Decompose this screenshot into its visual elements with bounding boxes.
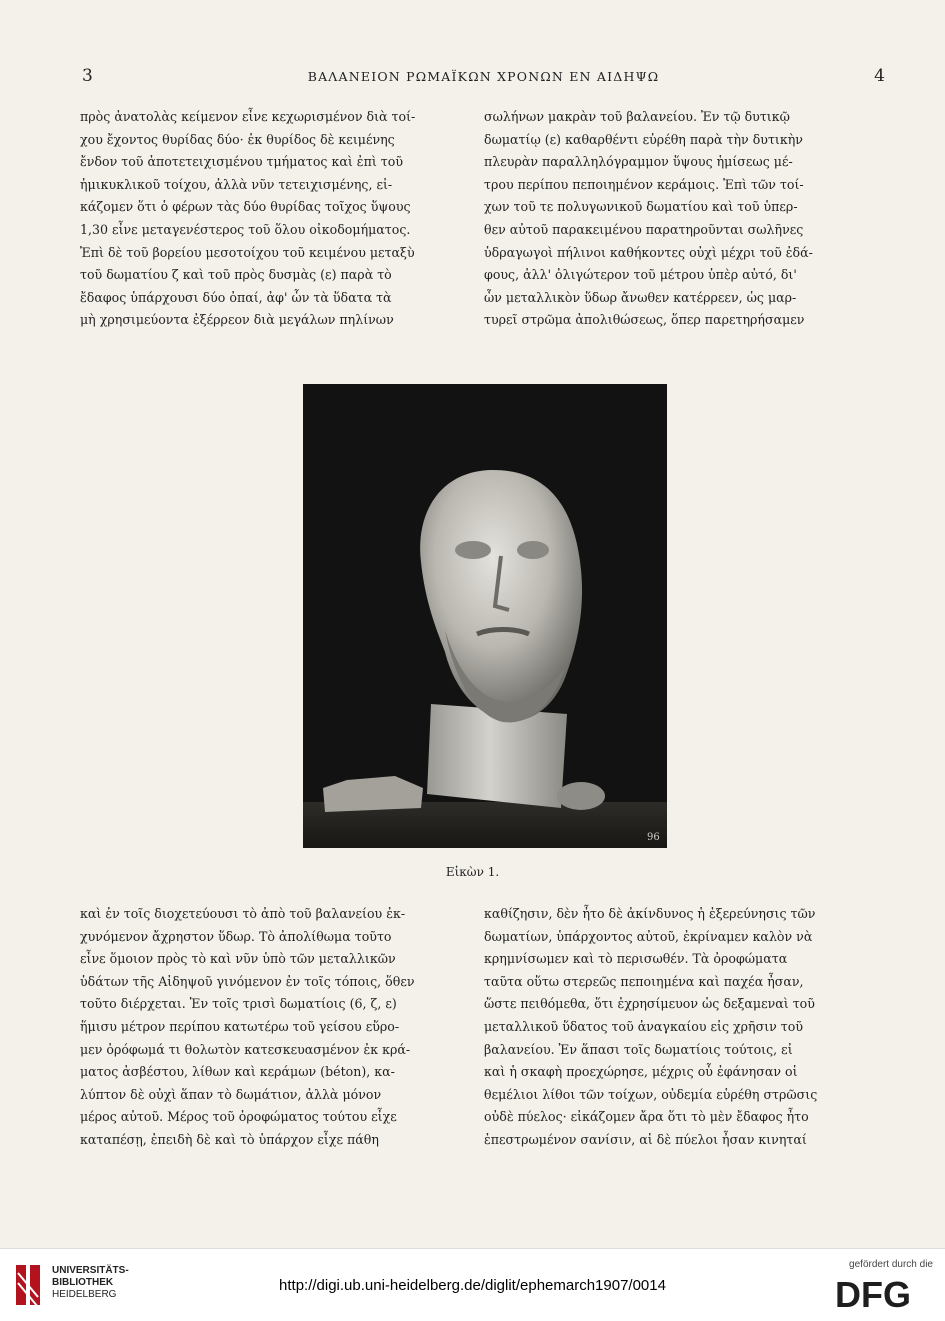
text-line: μεν ὀρόφωμά τι θολωτὸν κατεσκευασμένον ἐκ κρά-	[80, 1041, 411, 1057]
text-line: ματος ἀσβέστου, λίθων καὶ κεράμων (béton), κα-	[80, 1064, 395, 1080]
text-line: χων τοῦ τε πολυγωνικοῦ δωματίου καὶ τοῦ ὑπερ-	[484, 199, 798, 215]
text-line: βαλανείου. Ἐν ἅπασι τοῖς δωματίοις τούτοις, εἰ	[484, 1041, 793, 1057]
text-column-top-right	[484, 106, 876, 332]
figure-caption: Εἰκὼν 1.	[445, 865, 500, 879]
text-line: ἡμικυκλικοῦ τοίχου, ἀλλὰ νῦν τετειχισμένης, εἰ-	[80, 176, 393, 192]
text-line: ὑδάτων τῆς Αἰδηψοῦ γινόμενον ἐν τοῖς τόποις, ὅθεν	[80, 973, 415, 989]
text-line: καθίζησιν, δὲν ἦτο δὲ ἀκίνδυνος ἡ ἐξερεύνησις τῶν	[484, 906, 816, 921]
text-line: οὐδὲ πύελος· εἰκάζομεν ἄρα ὅτι τὸ μὲν ἔδαφος ἦτο	[484, 1109, 809, 1125]
text-column-bottom-right	[484, 903, 876, 1152]
text-line: πρὸς ἀνατολὰς κείμενον εἶνε κεχωρισμένον διὰ τοί-	[80, 109, 416, 124]
text-line: δωματίῳ (ε) καθαρθέντι εὑρέθη παρὰ τὴν δυτικὴν	[484, 131, 803, 147]
text-line: χου ἔχοντος θυρίδας δύο· ἐκ θυρίδος δὲ κειμένης	[80, 131, 395, 147]
text-column-top-left	[80, 106, 468, 332]
text-line: σωλήνων μακρὰν τοῦ βαλανείου. Ἐν τῷ δυτικῷ	[484, 109, 790, 124]
text-line: λύπτον δὲ οὐχὶ ἅπαν τὸ δωμάτιον, ἀλλὰ μόνον	[80, 1086, 382, 1102]
photo-corner-mark: 96	[647, 832, 660, 843]
text-line: ὥστε πειθόμεθα, ὅτι ἐχρησίμευον ὡς δεξαμεναὶ τοῦ	[484, 996, 815, 1012]
text-line: κρημνίσωμεν καὶ τὸ περισωθέν. Τὰ ὀροφώματα	[484, 951, 788, 967]
text-line: ἔνδον τοῦ ἀποτετειχισμένου τμήματος καὶ ἐπὶ τοῦ	[80, 154, 403, 170]
text-line: τοῦτο διέρχεται. Ἐν τοῖς τρισὶ δωματίοις (6, ζ, ε)	[80, 996, 397, 1012]
text-line: καὶ ἐν τοῖς διοχετεύουσι τὸ ἀπὸ τοῦ βαλανείου ἐκ-	[80, 906, 406, 921]
text-line: μεταλλικοῦ ὕδατος τοῦ ἀναγκαίου εἰς χρῆσιν τοῦ	[484, 1018, 803, 1034]
text-line: κάζομεν ὅτι ὁ φέρων τὰς δύο θυρίδας τοῖχος ὕψους	[80, 199, 411, 215]
text-line: ὑδραγωγοὶ πήλινοι καθήκοντες οὐχὶ μέχρι τοῦ ἐδά-	[484, 244, 813, 260]
text-line: ταῦτα οὕτω στερεῶς πεποιημένα καὶ παχέα ἦσαν,	[484, 973, 804, 989]
text-line: ἔδαφος ὑπάρχουσι δύο ὀπαί, ἀφ' ὧν τὰ ὕδατα τὰ	[80, 289, 392, 305]
text-line: πλευρὰν παραλληλόγραμμον ὕψους ἡμίσεως μέ-	[484, 154, 793, 170]
text-line: χυνόμενον ἄχρηστον ὕδωρ. Τὸ ἀπολίθωμα τοῦτο	[80, 928, 392, 944]
permalink-link[interactable]: http://digi.ub.uni-heidelberg.de/diglit/ephemarch1907/0014	[279, 1277, 666, 1294]
dfg-logo-text: DFG	[835, 1275, 911, 1311]
text-line: Ἐπὶ δὲ τοῦ βορείου μεσοτοίχου τοῦ κειμένου μεταξὺ	[80, 244, 415, 260]
dfg-logo-icon	[835, 1275, 931, 1311]
marble-head-image	[303, 384, 667, 848]
text-line: ὧν μεταλλικὸν ὕδωρ ἄνωθεν κατέρρεεν, ὡς μαρ-	[484, 289, 797, 305]
funded-by-label: gefördert durch die	[849, 1259, 933, 1270]
figure-photograph	[303, 384, 667, 848]
text-line: θεμέλιοι λίθοι τῶν τοίχων, οὐδεμία εὑρέθη στρῶσις	[484, 1086, 818, 1102]
text-line: καὶ ἡ σκαφὴ προεχώρησε, μέχρις οὗ ἐφάνησαν οἱ	[484, 1064, 798, 1080]
page-header	[82, 66, 885, 88]
university-library-name: UNIVERSITÄTS- BIBLIOTHEK HEIDELBERG	[52, 1265, 129, 1300]
page-number-left: 3	[82, 66, 93, 86]
text-line: ἐπεστρωμένον σανίσιν, αἱ δὲ πύελοι ἦσαν κινηταί	[484, 1131, 807, 1147]
text-line: 1,30 εἶνε μεταγενέστερος τοῦ ὅλου οἰκοδομήματος.	[80, 221, 411, 237]
text-line: μέρος αὐτοῦ. Μέρος τοῦ ὀροφώματος τούτου εἶχε	[80, 1109, 397, 1125]
viewer-footer	[0, 1248, 945, 1321]
text-line: δωματίων, ὑπάρχοντος αὐτοῦ, ἐκρίναμεν καλὸν νὰ	[484, 928, 813, 944]
text-column-bottom-left	[80, 903, 468, 1152]
text-line: εἶνε ὅμοιον πρὸς τὸ καὶ νῦν ὑπὸ τῶν μεταλλικῶν	[80, 951, 396, 967]
text-line: τοῦ δωματίου ζ καὶ τοῦ πρὸς δυσμὰς (ε) παρὰ τὸ	[80, 267, 392, 283]
text-line: τρου περίπου πεποιημένον κεράμοις. Ἐπὶ τῶν τοί-	[484, 176, 804, 192]
page-number-right: 4	[874, 66, 885, 86]
running-title: ΒΑΛΑΝΕΙΟΝ ΡΩΜΑΪΚΩΝ ΧΡΟΝΩΝ ΕΝ ΑΙΔΗΨΩ	[307, 69, 660, 84]
text-line: φους, ἀλλ' ὀλιγώτερον τοῦ μέτρου ὑπὲρ αὐτό, δι'	[484, 267, 797, 283]
text-line: μὴ χρησιμεύοντα ἐξέρρεον διὰ μεγάλων πηλίνων	[80, 312, 394, 328]
permalink	[0, 1277, 945, 1294]
text-line: καταπέσῃ, ἐπειδὴ δὲ καὶ τὸ ὑπάρχον εἶχε πάθη	[80, 1131, 379, 1147]
text-line: θεν αὐτοῦ παρακειμένου παρατηροῦνται σωλῆνες	[484, 221, 804, 237]
text-line: τυρεῖ στρῶμα ἀπολιθώσεως, ὅπερ παρετηρήσαμεν	[484, 312, 805, 328]
text-line: ἥμισυ μέτρον περίπου κατωτέρω τοῦ γείσου εὕρο-	[80, 1018, 400, 1034]
